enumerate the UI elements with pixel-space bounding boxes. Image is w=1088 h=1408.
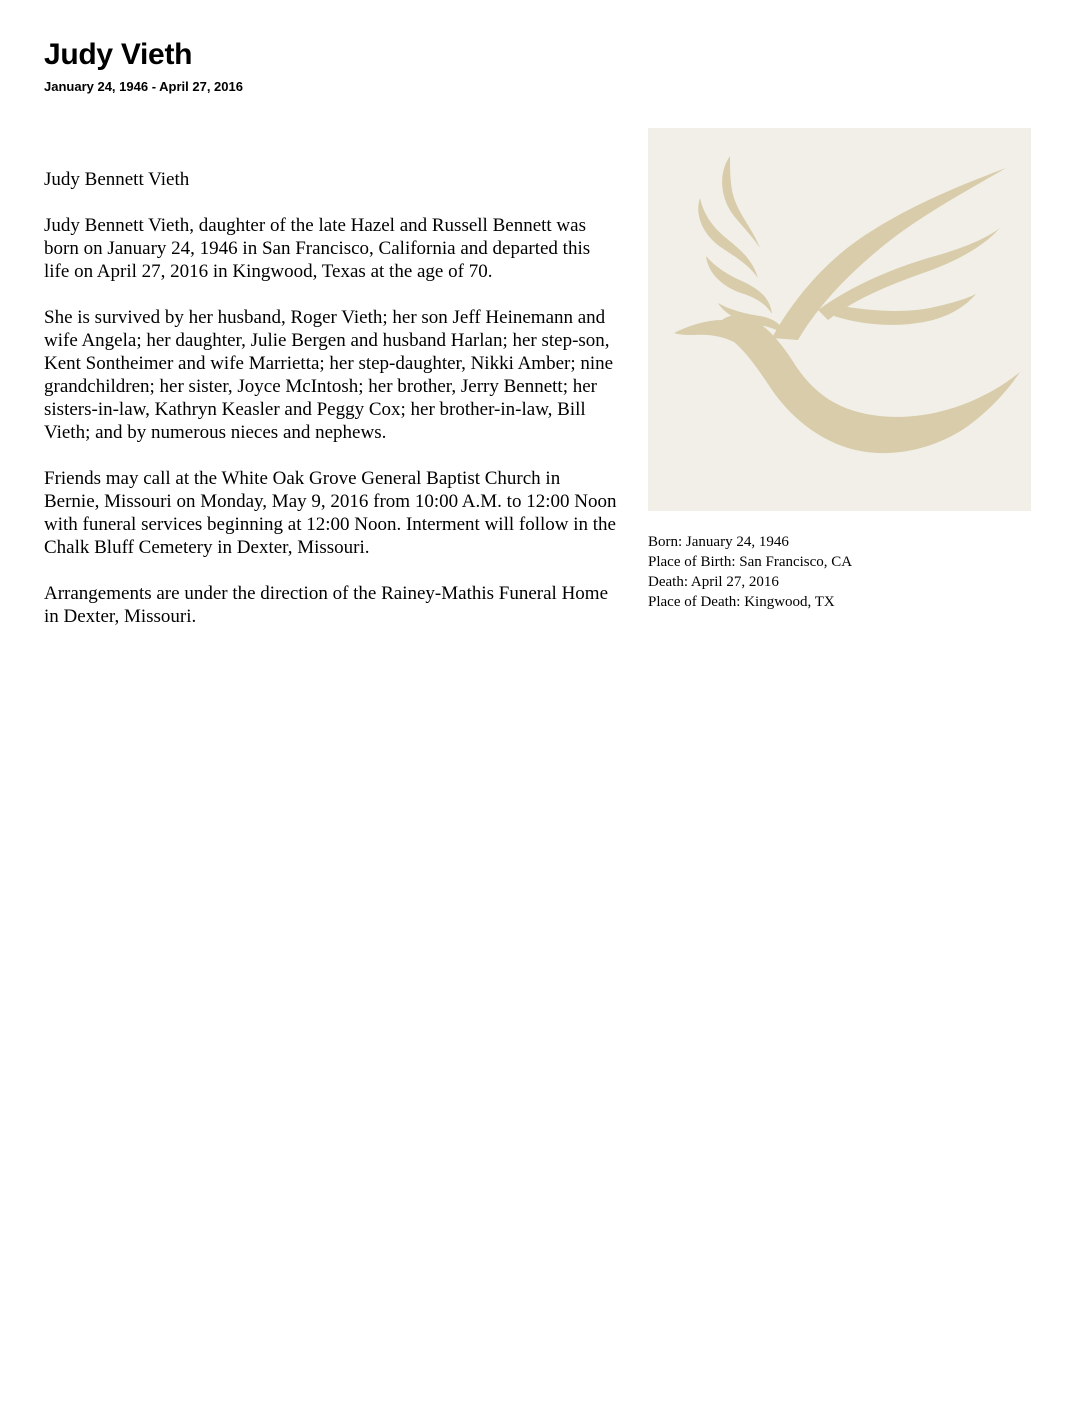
obituary-heading: Judy Bennett Vieth xyxy=(44,169,190,190)
fact-born: Born: January 24, 1946 xyxy=(648,534,789,550)
obituary-paragraph-arrangements: Arrangements are under the direction of the Rainey-Mathis Funeral Home in Dexter, Missouri. xyxy=(44,583,609,627)
memorial-image xyxy=(648,128,1031,511)
life-facts xyxy=(648,532,1031,612)
deceased-name: Judy Vieth xyxy=(44,38,193,71)
obituary-paragraph-survivors: She is survived by her husband, Roger Vieth; her son Jeff Heinemann and wife Angela; her daughter, Julie Bergen and husband Harlan; her step-son, Kent Sontheimer and wife Marrietta; her step-daughter, Nikki Amber; nine grandchildren; her sister, Joyce McIntosh; her brother, Jerry Bennett; her sisters-in-law, Kathryn Keasler and Peggy Cox; her brother-in-law, Bill Vieth; and by numerous nieces and nephews. xyxy=(44,307,614,443)
dove-icon xyxy=(648,128,1031,511)
obituary-paragraph-birth: Judy Bennett Vieth, daughter of the late Hazel and Russell Bennett was born on January 24, 1946 in San Francisco, California and departed this life on April 27, 2016 in Kingwood, Texas at the age of 70. xyxy=(44,215,591,282)
obituary-paragraph-services: Friends may call at the White Oak Grove General Baptist Church in Bernie, Missouri on Monday, May 9, 2016 from 10:00 A.M. to 12:00 Noon with funeral services beginning at 12:00 Noon. Interment will follow in the Chalk Bluff Cemetery in Dexter, Missouri. xyxy=(44,468,617,558)
fact-place-of-birth: Place of Birth: San Francisco, CA xyxy=(648,554,853,570)
life-dates: January 24, 1946 - April 27, 2016 xyxy=(44,79,243,94)
fact-death: Death: April 27, 2016 xyxy=(648,574,779,590)
fact-place-of-death: Place of Death: Kingwood, TX xyxy=(648,594,835,610)
obituary-text xyxy=(44,168,619,651)
